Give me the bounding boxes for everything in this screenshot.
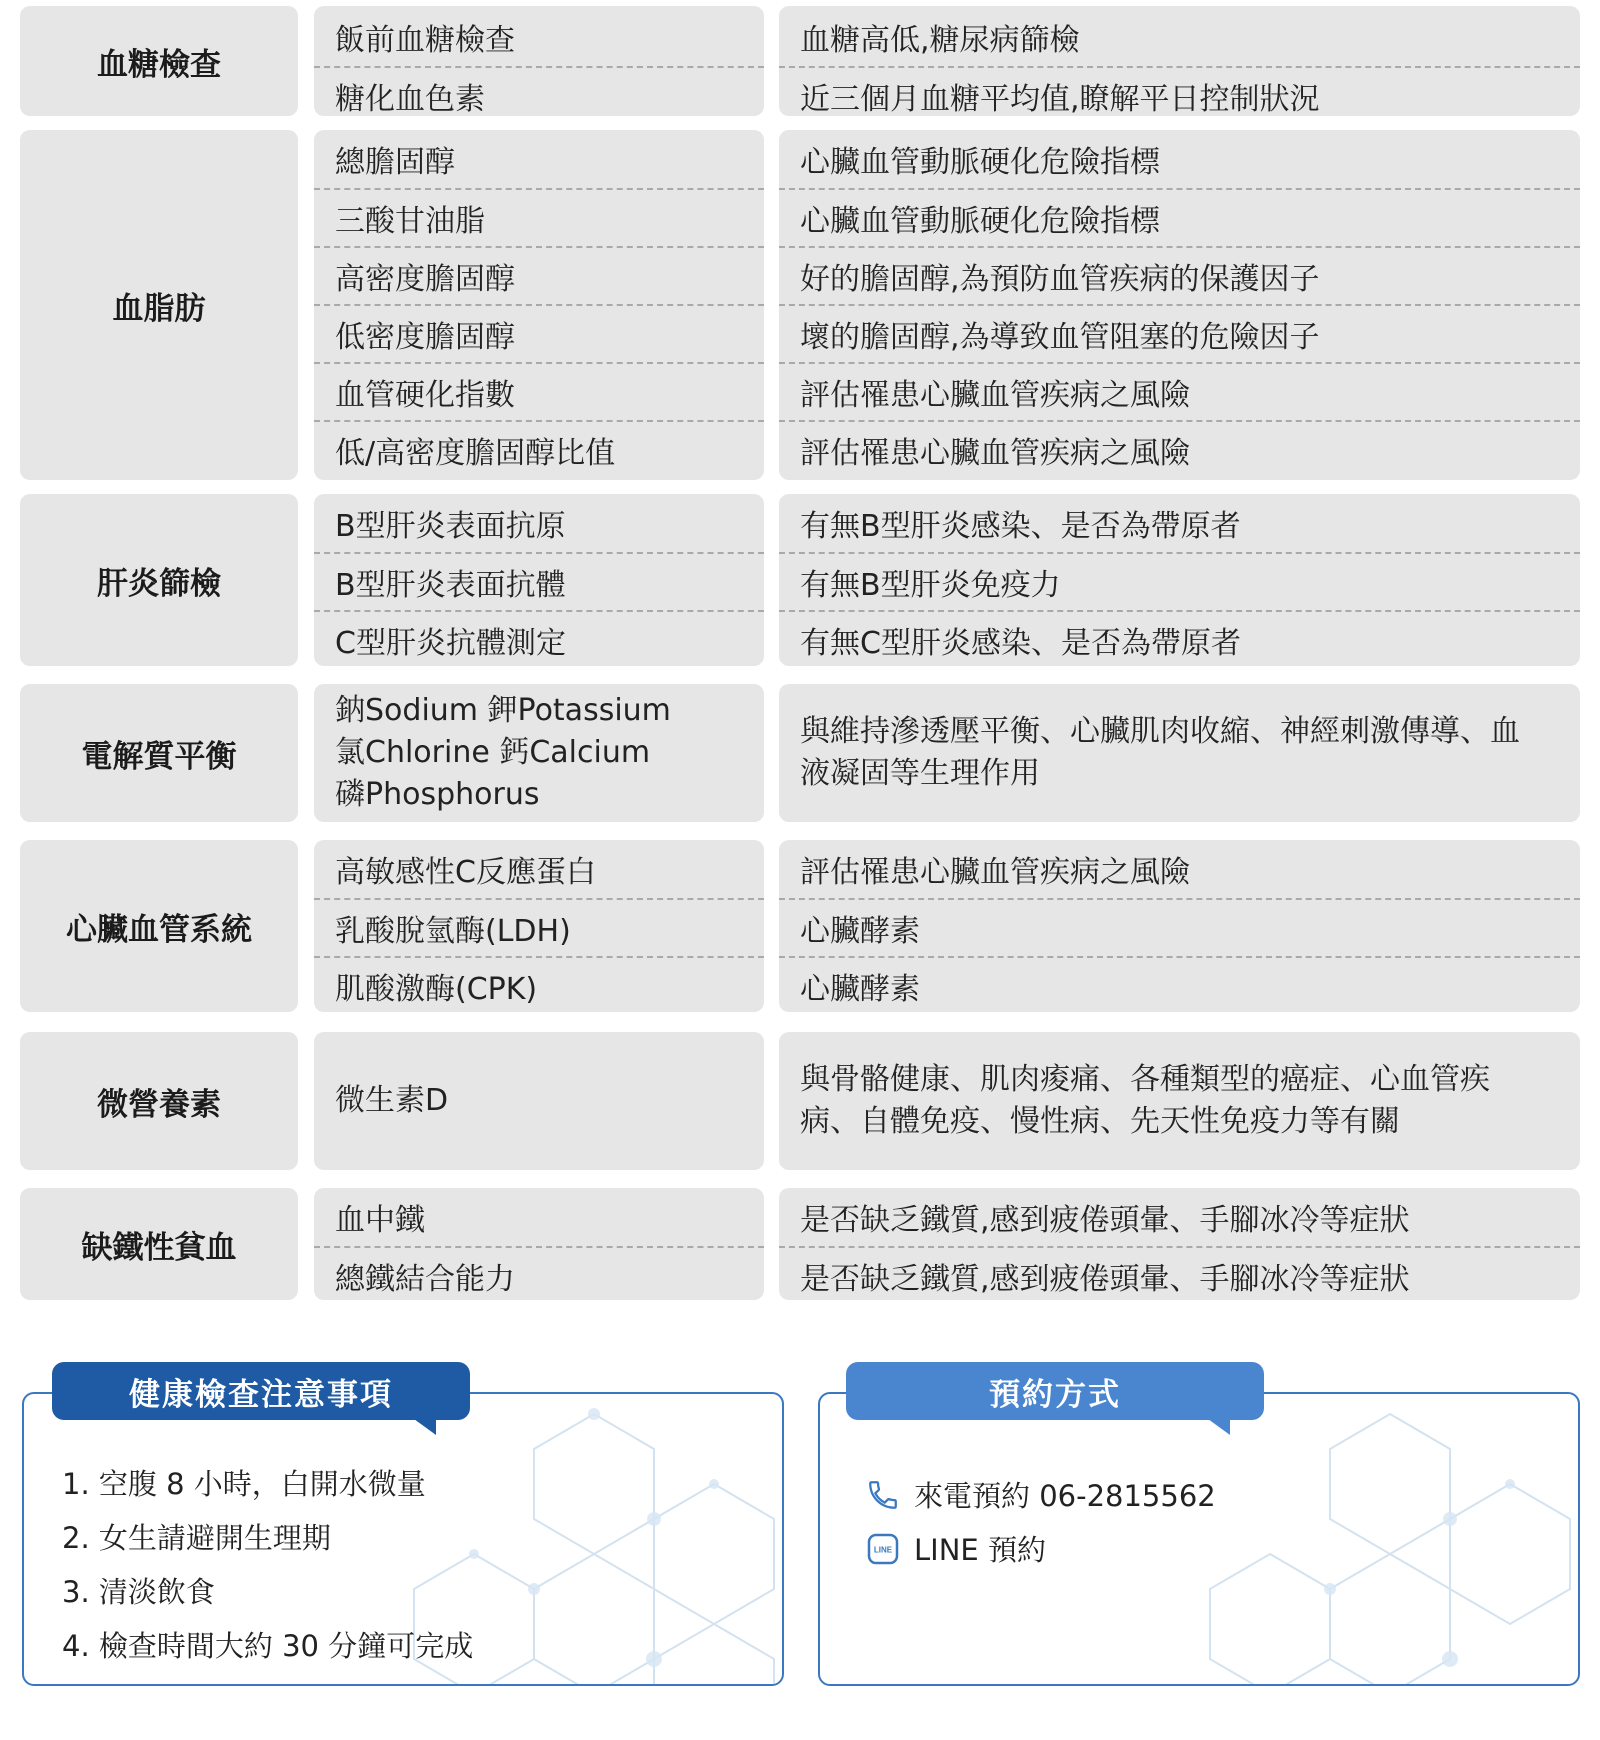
description: 血糖高低,糖尿病篩檢 [800,23,1080,58]
line-booking-label: LINE 預約 [914,1533,1046,1567]
item: B型肝炎表面抗原 [335,509,566,544]
category-label: 缺鐵性貧血 [20,1188,298,1300]
description-column [779,130,1580,480]
description: 有無B型肝炎感染、是否為帶原者 [800,509,1241,544]
description-column [779,494,1580,666]
note-item: 3. 清淡飲食 [62,1575,215,1609]
item: B型肝炎表面抗體 [314,552,764,610]
item-column [314,1032,764,1170]
item: 總鐵結合能力 [314,1246,764,1304]
item-column [314,6,764,116]
description-line: 病、自體免疫、慢性病、先天性免疫力等有關 [800,1104,1400,1139]
booking-box [818,1392,1580,1686]
category-label: 心臟血管系統 [20,840,298,1012]
description: 有無B型肝炎免疫力 [779,552,1580,610]
notes-title: 健康檢查注意事項 [52,1362,470,1420]
description: 是否缺乏鐵質,感到疲倦頭暈、手腳冰冷等症狀 [800,1203,1410,1238]
item: 血中鐵 [335,1203,425,1238]
category-label: 微營養素 [20,1032,298,1170]
item: 低密度膽固醇 [314,304,764,362]
item: 高敏感性C反應蛋白 [335,855,596,890]
group-hepatitis [20,494,1580,666]
item-line: 微生素D [335,1083,449,1118]
booking-title: 預約方式 [846,1362,1264,1420]
phone-booking-label: 來電預約 06-2815562 [914,1479,1216,1513]
description: 是否缺乏鐵質,感到疲倦頭暈、手腳冰冷等症狀 [779,1246,1580,1304]
description-line: 與維持滲透壓平衡、心臟肌肉收縮、神經刺激傳導、血 [800,714,1520,749]
description: 評估罹患心臟血管疾病之風險 [800,855,1190,890]
item: 三酸甘油脂 [314,188,764,246]
line-booking[interactable] [866,1528,1046,1569]
item: 糖化血色素 [314,66,764,124]
description: 評估罹患心臟血管疾病之風險 [779,420,1580,478]
description-column [779,840,1580,1012]
group-blood-sugar [20,6,1580,116]
item: C型肝炎抗體測定 [314,610,764,668]
line-icon [866,1532,900,1566]
description-column [779,6,1580,116]
item: 高密度膽固醇 [314,246,764,304]
item-line: 鈉Sodium 鉀Potassium [335,693,671,728]
note-item: 1. 空腹 8 小時，白開水微量 [62,1467,426,1501]
category-label: 肝炎篩檢 [20,494,298,666]
group-blood-lipids [20,130,1580,480]
description: 心臟酵素 [779,898,1580,956]
item-line: 氯Chlorine 鈣Calcium [335,735,651,770]
description-column [779,1032,1580,1170]
item-column [314,494,764,666]
item-column [314,1188,764,1300]
description-line: 與骨骼健康、肌肉痠痛、各種類型的癌症、心血管疾 [800,1062,1490,1097]
item: 肌酸激酶(CPK) [314,956,764,1014]
description-line: 液凝固等生理作用 [800,756,1040,791]
phone-icon [866,1478,900,1512]
category-label: 血糖檢查 [20,6,298,116]
notes-box [22,1392,784,1686]
booking-title-tail [1208,1419,1230,1435]
description: 心臟血管動脈硬化危險指標 [779,188,1580,246]
category-label: 電解質平衡 [20,684,298,822]
item: 乳酸脫氫酶(LDH) [314,898,764,956]
description: 有無C型肝炎感染、是否為帶原者 [779,610,1580,668]
description: 好的膽固醇,為預防血管疾病的保護因子 [779,246,1580,304]
svg-text:LINE: LINE [873,1545,893,1554]
item-line: 磷Phosphorus [335,777,540,812]
description-column [779,684,1580,822]
note-item: 2. 女生請避開生理期 [62,1521,331,1555]
group-cardiovascular [20,840,1580,1012]
item: 總膽固醇 [335,145,455,180]
item-column [314,840,764,1012]
item-column [314,130,764,480]
description: 心臟血管動脈硬化危險指標 [800,145,1160,180]
description: 心臟酵素 [779,956,1580,1014]
category-label: 血脂肪 [20,130,298,480]
description: 近三個月血糖平均值,瞭解平日控制狀況 [779,66,1580,124]
item: 低/高密度膽固醇比值 [314,420,764,478]
description: 評估罹患心臟血管疾病之風險 [779,362,1580,420]
description: 壞的膽固醇,為導致血管阻塞的危險因子 [779,304,1580,362]
item-column [314,684,764,822]
note-item: 4. 檢查時間大約 30 分鐘可完成 [62,1629,474,1663]
group-micronutrients [20,1032,1580,1170]
group-iron-deficiency [20,1188,1580,1300]
item: 血管硬化指數 [314,362,764,420]
description-column [779,1188,1580,1300]
group-electrolytes [20,684,1580,822]
notes-title-tail [414,1419,436,1435]
item: 飯前血糖檢查 [335,23,515,58]
phone-booking[interactable] [866,1474,1216,1515]
